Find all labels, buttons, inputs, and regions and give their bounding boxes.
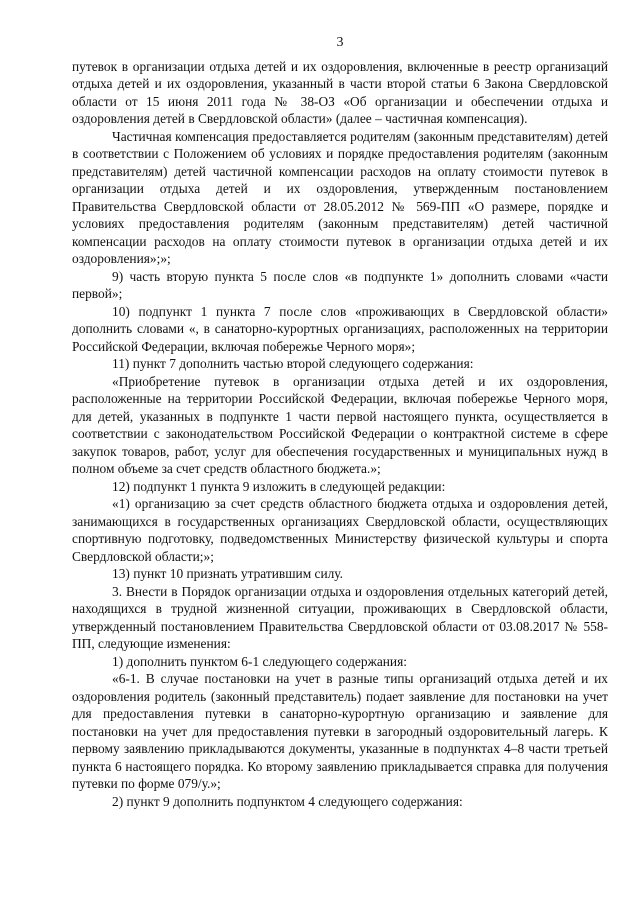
paragraph-section-3-item-2: 2) пункт 9 дополнить подпунктом 4 следующего содержания: bbox=[112, 793, 463, 809]
paragraph-section-3-item-1: 1) дополнить пунктом 6-1 следующего содержания: bbox=[112, 653, 407, 669]
document-page bbox=[72, 34, 608, 810]
paragraph-item-11: 11) пункт 7 дополнить частью второй следующего содержания: bbox=[112, 356, 474, 371]
paragraph-item-12-quote: «1) организацию за счет средств областного бюджета отдыха и оздоровления детей, занимающихся в государственных организациях Свердловской области, осуществляющих спортивную подготовку, подведомственных Министерству физической культуры и спорта Свердловской области;»; bbox=[72, 496, 608, 564]
page-number: 3 bbox=[336, 35, 344, 50]
paragraph-item-9: 9) часть вторую пункта 5 после слов «в подпункте 1» дополнить словами «части первой»; bbox=[72, 268, 608, 301]
paragraph-item-10: 10) подпункт 1 пункта 7 после слов «проживающих в Свердловской области» дополнить словами «, в санаторно-курортных организациях, расположенных на территории Российской Федерации, включая побережье Черного моря»; bbox=[72, 303, 608, 354]
paragraph-item-13: 13) пункт 10 признать утратившим силу. bbox=[112, 566, 344, 581]
paragraph-item-11-quote: «Приобретение путевок в организации отдыха детей и их оздоровления, расположенные на территории Российской Федерации, включая побережье Черного моря, для детей, указанных в подпункте 1 части первой настоящего пункта, осуществляется в соответствии с законодательством Российской Федерации о контрактной системе в сфере закупок товаров, работ, услуг для обеспечения государственных и муниципальных нужд в полном объеме за счет средств областного бюджета.»; bbox=[72, 373, 608, 476]
paragraph-item-12: 12) подпункт 1 пункта 9 изложить в следующей редакции: bbox=[112, 478, 446, 494]
paragraph-section-3: 3. Внести в Порядок организации отдыха и оздоровления отдельных категорий детей, находящихся в трудной жизненной ситуации, проживающих в Свердловской области, утвержденный постановлением Правительства Свердловской области от 03.08.2017 № 558-ПП, следующие изменения: bbox=[72, 583, 608, 651]
paragraph-continuation: путевок в организации отдыха детей и их оздоровления, включенные в реестр организаций отдыха детей и их оздоровления, указанный в части второй статьи 6 Закона Свердловской области от 15 июня 2011 года № 38-ОЗ «Об организации и обеспечении отдыха и оздоровления детей в Свердловской области» (далее – частичная компенсация). bbox=[72, 58, 608, 126]
paragraph-partial-compensation: Частичная компенсация предоставляется родителям (законным представителям) детей в соответствии с Положением об условиях и порядке предоставления родителям (законным представителям) детей частичной компенсации расходов на оплату стоимости путевок в организации отдыха детей и их оздоровления, утвержденным постановлением Правительства Свердловской области от 28.05.2012 № 569-ПП «О размере, порядке и условиях предоставления родителям (законным представителям) детей частичной компенсации расходов на оплату стоимости путевок в организации отдыха детей и их оздоровления»;»; bbox=[72, 128, 608, 266]
paragraph-section-3-item-1-quote: «6-1. В случае постановки на учет в разные типы организаций отдыха детей и их оздоровления родитель (законный представитель) подает заявление для постановки на учет для предоставления путевки в санаторно-курортную организацию и заявление для постановки на учет для предоставления путевки в загородный оздоровительный лагерь. К первому заявлению прикладываются документы, указанные в подпунктах 4–8 части третьей пункта 6 настоящего порядка. Ко второму заявлению прикладывается справка для получения путевки по форме 079/у.»; bbox=[72, 671, 608, 791]
